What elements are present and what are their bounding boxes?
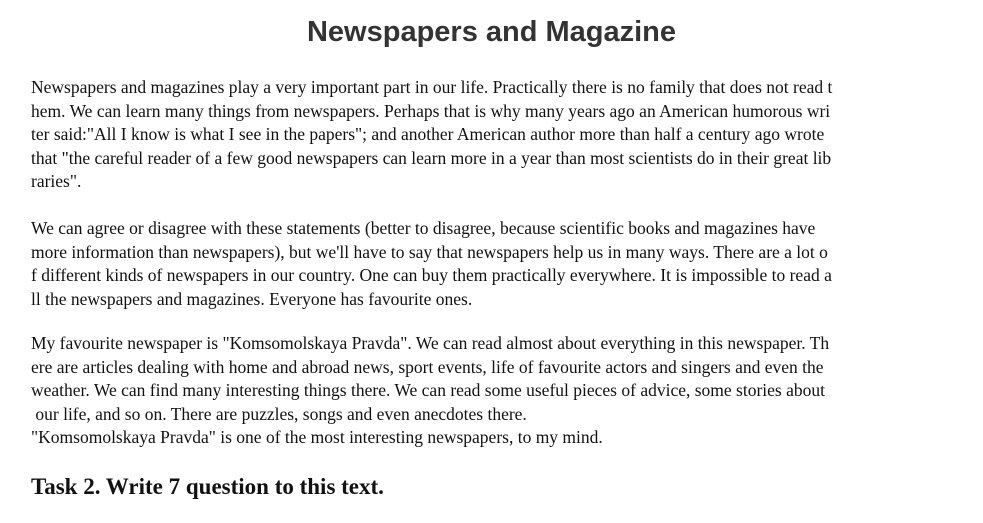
paragraph-line: that "the careful reader of a few good newspapers can learn more in a year than most scientists do in their great lib (31, 147, 832, 168)
paragraph-line: our life, and so on. There are puzzles, songs and even anecdotes there. (31, 403, 527, 424)
paragraph-line: hem. We can learn many things from newspapers. Perhaps that is why many years ago an American humorous wri (31, 100, 831, 121)
paragraph-line: raries". (31, 171, 82, 191)
paragraph-1 (31, 76, 966, 194)
paragraph-line: weather. We can find many interesting things there. We can read some useful pieces of advice, some stories about (31, 380, 825, 400)
paragraph-line: "Komsomolskaya Pravda" is one of the most interesting newspapers, to my mind. (31, 427, 603, 447)
task-heading: Task 2. Write 7 question to this text. (31, 474, 384, 499)
paragraph-line: more information than newspapers), but we'll have to say that newspapers help us in many ways. There are a lot o (31, 241, 828, 262)
paragraph-3 (31, 332, 966, 450)
paragraph-line: ter said:"All I know is what I see in the papers"; and another American author more than half a century ago wrote (31, 124, 825, 144)
paragraph-line: We can agree or disagree with these statements (better to disagree, because scientific books and magazines have (31, 218, 816, 238)
paragraph-2 (31, 217, 966, 311)
paragraph-line: ll the newspapers and magazines. Everyone has favourite ones. (31, 288, 473, 309)
document-title: Newspapers and Magazine (306, 16, 677, 48)
paragraph-line: f different kinds of newspapers in our country. One can buy them practically everywhere. It is impossible to read a (31, 265, 832, 285)
paragraph-line: My favourite newspaper is "Komsomolskaya Pravda". We can read almost about everything in this newspaper. Th (31, 333, 830, 353)
paragraph-line: Newspapers and magazines play a very important part in our life. Practically there is no family that does not read t (31, 77, 833, 97)
paragraph-line: ere are articles dealing with home and abroad news, sport events, life of favourite actors and singers and even the (31, 356, 824, 377)
